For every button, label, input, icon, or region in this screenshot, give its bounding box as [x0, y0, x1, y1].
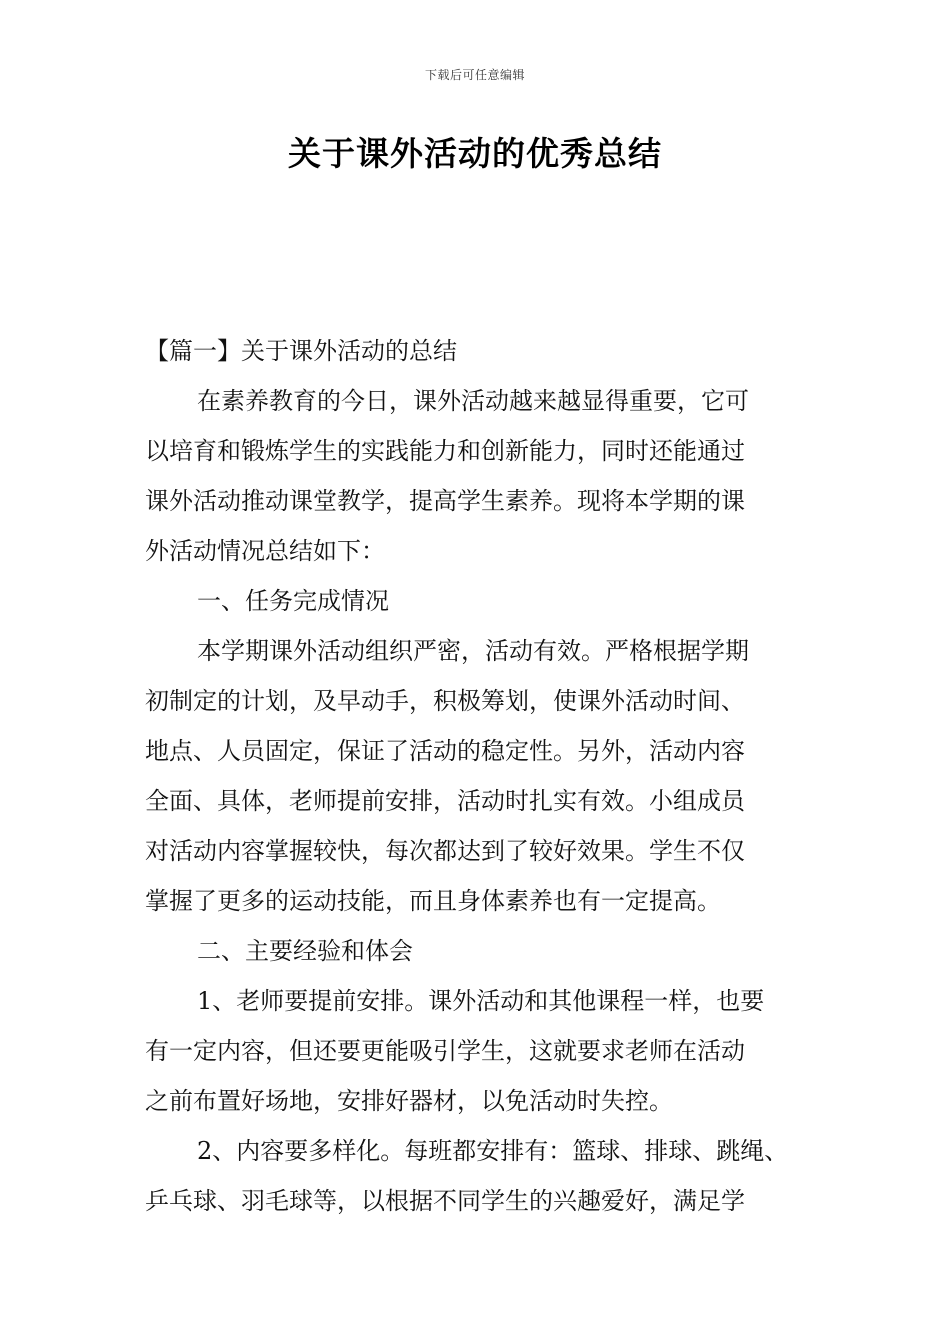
body-line: 之前布置好场地，安排好器材，以免活动时失控。 [145, 1087, 673, 1115]
section-heading: 一、任务完成情况 [197, 587, 389, 615]
body-line: 对活动内容掌握较快，每次都达到了较好效果。学生不仅 [145, 837, 745, 865]
body-line: 地点、人员固定，保证了活动的稳定性。另外，活动内容 [145, 737, 745, 765]
body-line: 全面、具体，老师提前安排，活动时扎实有效。小组成员 [145, 787, 745, 815]
body-line: 乒乓球、羽毛球等，以根据不同学生的兴趣爱好，满足学 [145, 1187, 745, 1215]
body-line: 课外活动推动课堂教学，提高学生素养。现将本学期的课 [145, 487, 745, 515]
document-body [145, 326, 815, 1226]
body-line: 初制定的计划，及早动手，积极筹划，使课外活动时间、 [145, 687, 745, 715]
body-line: 外活动情况总结如下： [145, 537, 385, 565]
header-note: 下载后可任意编辑 [424, 68, 525, 82]
body-line: 有一定内容，但还要更能吸引学生，这就要求老师在活动 [145, 1037, 745, 1065]
body-line: 【篇一】关于课外活动的总结 [145, 337, 457, 365]
body-line: 以培育和锻炼学生的实践能力和创新能力，同时还能通过 [145, 437, 745, 465]
body-line: 在素养教育的今日，课外活动越来越显得重要，它可 [197, 387, 749, 415]
body-line: 1、老师要提前安排。课外活动和其他课程一样，也要 [197, 987, 765, 1015]
section-heading: 二、主要经验和体会 [197, 937, 413, 965]
body-line: 本学期课外活动组织严密，活动有效。严格根据学期 [197, 637, 749, 665]
body-line: 2、内容要多样化。每班都安排有：篮球、排球、跳绳、 [197, 1137, 789, 1165]
body-line: 掌握了更多的运动技能，而且身体素养也有一定提高。 [145, 887, 721, 915]
document-title: 关于课外活动的优秀总结 [288, 134, 662, 173]
